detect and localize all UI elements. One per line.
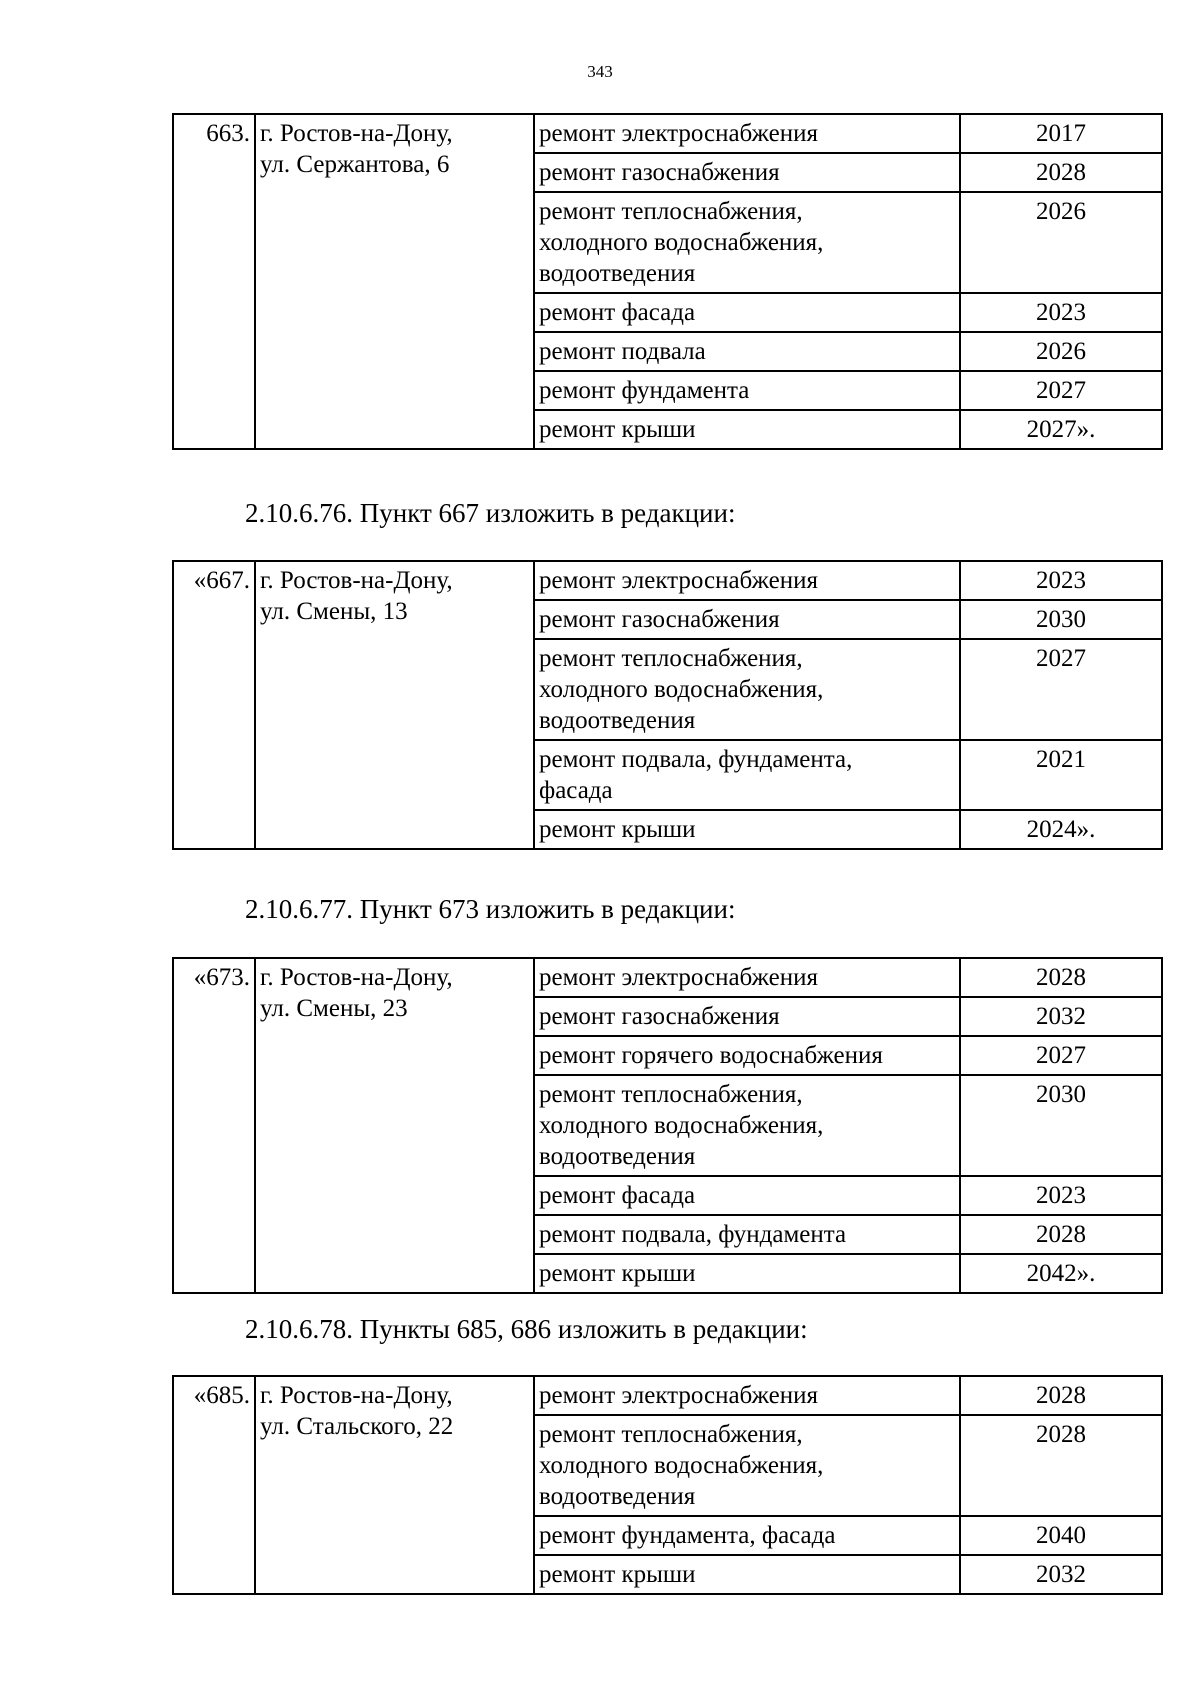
- work-year: 2027: [960, 639, 1162, 740]
- work-type: ремонт электроснабжения: [534, 1376, 960, 1415]
- work-line: водоотведения: [539, 1483, 696, 1510]
- address-street: ул. Стальского, 22: [260, 1413, 454, 1440]
- paragraph-heading-77: 2.10.6.77. Пункт 673 изложить в редакции:: [245, 894, 736, 924]
- address-city: г. Ростов-на-Дону,: [260, 1382, 453, 1409]
- work-year: 2026: [960, 192, 1162, 293]
- work-year: 2026: [960, 332, 1162, 371]
- work-year: 2028: [960, 1376, 1162, 1415]
- work-type: ремонт электроснабжения: [534, 114, 960, 153]
- work-year: 2042».: [960, 1254, 1162, 1293]
- address-street: ул. Смены, 13: [260, 598, 408, 625]
- work-type: [534, 192, 960, 293]
- work-year: 2023: [960, 1176, 1162, 1215]
- work-type: ремонт газоснабжения: [534, 600, 960, 639]
- work-line: водоотведения: [539, 1143, 696, 1170]
- page-number: 343: [587, 62, 613, 81]
- item-number: «667.: [173, 561, 255, 849]
- work-line: ремонт теплоснабжения,: [539, 198, 803, 225]
- address-city: г. Ростов-на-Дону,: [260, 964, 453, 991]
- paragraph-heading-76: 2.10.6.76. Пункт 667 изложить в редакции:: [245, 498, 736, 528]
- table-row: [173, 561, 1162, 600]
- work-line: ремонт теплоснабжения,: [539, 1421, 803, 1448]
- work-line: ремонт подвала, фундамента,: [539, 746, 853, 773]
- item-address: [255, 958, 534, 1293]
- table-item-663: [172, 113, 1163, 450]
- table-item-685: [172, 1375, 1163, 1595]
- work-line: холодного водоснабжения,: [539, 229, 824, 256]
- work-year: 2021: [960, 740, 1162, 810]
- work-year: 2027: [960, 1036, 1162, 1075]
- work-year: 2028: [960, 958, 1162, 997]
- item-address: [255, 561, 534, 849]
- work-line: ремонт теплоснабжения,: [539, 645, 803, 672]
- table-item-673: [172, 957, 1163, 1294]
- work-year: 2028: [960, 1415, 1162, 1516]
- work-year: 2028: [960, 1215, 1162, 1254]
- address-street: ул. Смены, 23: [260, 995, 408, 1022]
- work-year: 2032: [960, 1555, 1162, 1594]
- work-year: 2023: [960, 293, 1162, 332]
- work-line: водоотведения: [539, 260, 696, 287]
- work-type: ремонт газоснабжения: [534, 997, 960, 1036]
- work-year: 2032: [960, 997, 1162, 1036]
- work-year: 2030: [960, 1075, 1162, 1176]
- work-type: ремонт крыши: [534, 1254, 960, 1293]
- work-type: ремонт крыши: [534, 1555, 960, 1594]
- work-year: 2027: [960, 371, 1162, 410]
- item-address: [255, 1376, 534, 1594]
- work-line: холодного водоснабжения,: [539, 1112, 824, 1139]
- item-number: 663.: [173, 114, 255, 449]
- work-type: ремонт электроснабжения: [534, 561, 960, 600]
- work-year: 2028: [960, 153, 1162, 192]
- work-type: ремонт подвала, фундамента: [534, 1215, 960, 1254]
- work-type: [534, 740, 960, 810]
- work-type: [534, 1415, 960, 1516]
- work-type: ремонт фундамента, фасада: [534, 1516, 960, 1555]
- work-type: ремонт крыши: [534, 810, 960, 849]
- work-type: ремонт электроснабжения: [534, 958, 960, 997]
- table-item-667: [172, 560, 1163, 850]
- item-number: «685.: [173, 1376, 255, 1594]
- work-type: ремонт фасада: [534, 293, 960, 332]
- work-year: 2030: [960, 600, 1162, 639]
- item-number: «673.: [173, 958, 255, 1293]
- work-line: холодного водоснабжения,: [539, 1452, 824, 1479]
- address-city: г. Ростов-на-Дону,: [260, 120, 453, 147]
- work-line: холодного водоснабжения,: [539, 676, 824, 703]
- work-year: 2023: [960, 561, 1162, 600]
- work-type: ремонт фасада: [534, 1176, 960, 1215]
- address-street: ул. Сержантова, 6: [260, 151, 450, 178]
- work-type: ремонт крыши: [534, 410, 960, 449]
- address-city: г. Ростов-на-Дону,: [260, 567, 453, 594]
- work-type: ремонт подвала: [534, 332, 960, 371]
- work-type: ремонт горячего водоснабжения: [534, 1036, 960, 1075]
- table-row: [173, 1376, 1162, 1415]
- table-row: [173, 114, 1162, 153]
- work-line: фасада: [539, 777, 613, 804]
- work-type: [534, 1075, 960, 1176]
- work-line: ремонт теплоснабжения,: [539, 1081, 803, 1108]
- work-year: 2040: [960, 1516, 1162, 1555]
- work-type: ремонт фундамента: [534, 371, 960, 410]
- work-line: водоотведения: [539, 707, 696, 734]
- table-row: [173, 958, 1162, 997]
- paragraph-heading-78: 2.10.6.78. Пункты 685, 686 изложить в редакции:: [245, 1314, 808, 1344]
- work-type: [534, 639, 960, 740]
- item-address: [255, 114, 534, 449]
- work-type: ремонт газоснабжения: [534, 153, 960, 192]
- work-year: 2024».: [960, 810, 1162, 849]
- work-year: 2027».: [960, 410, 1162, 449]
- work-year: 2017: [960, 114, 1162, 153]
